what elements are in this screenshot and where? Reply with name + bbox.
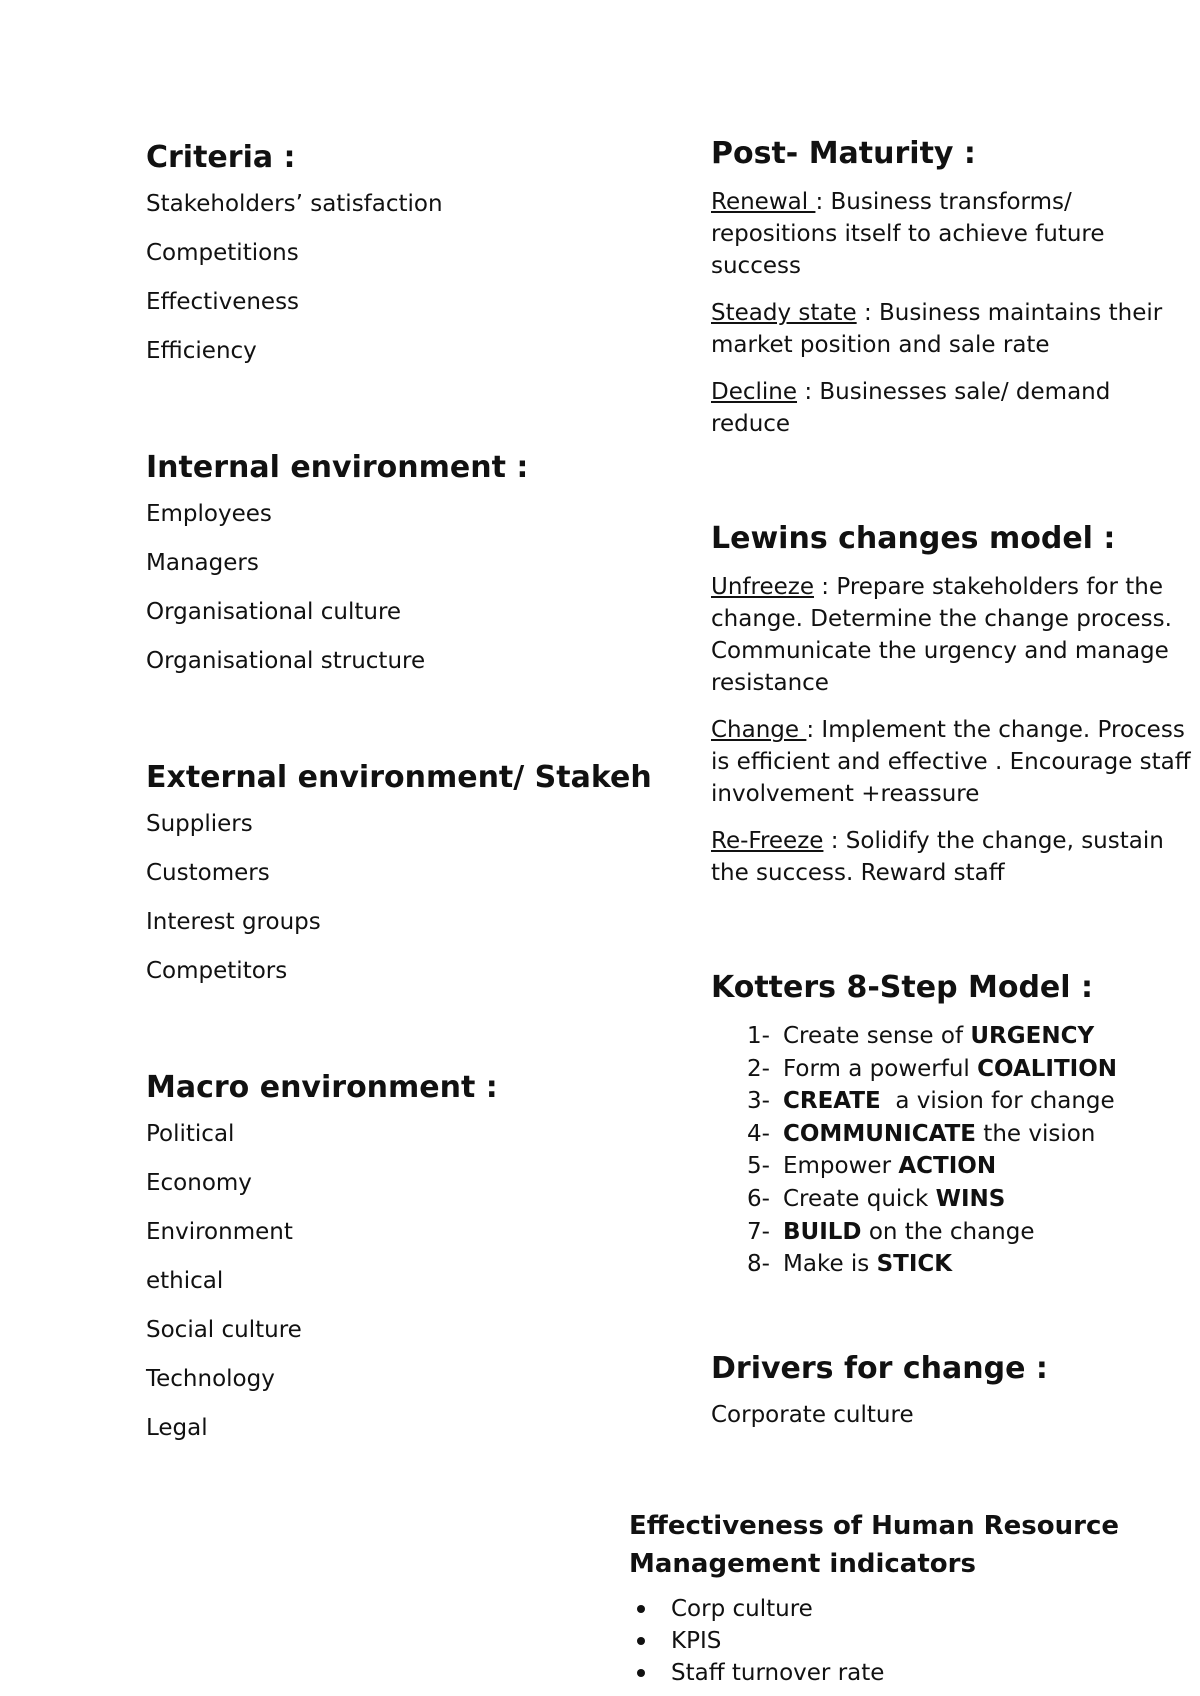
hrm-bullet-list <box>629 1593 1189 1689</box>
hrm-heading-line: Effectiveness of Human Resource <box>629 1511 1120 1541</box>
hrm-bullet-item <box>671 1593 1189 1625</box>
step-keyword: ACTION <box>898 1153 997 1180</box>
step-text: a vision for change <box>880 1088 1115 1115</box>
step-text: Empower <box>783 1153 899 1180</box>
kotters-section <box>711 970 1191 1281</box>
drivers-heading: Drivers for change : <box>711 1350 1048 1386</box>
change-text: : Implement the change. Process is efficient and effective . Encourage staff involvement +reassure <box>711 717 1191 807</box>
refreeze-paragraph <box>711 825 1191 889</box>
bullet-text: Corp culture <box>671 1596 813 1622</box>
step-keyword: URGENCY <box>970 1023 1095 1049</box>
step-number: 6- <box>747 1185 770 1212</box>
kotters-step <box>747 1085 1191 1118</box>
step-text: on the change <box>861 1218 1035 1245</box>
macro-environment-heading: Macro environment : <box>146 1070 498 1105</box>
step-keyword: BUILD <box>783 1218 862 1245</box>
internal-item: Managers <box>146 550 259 576</box>
external-environment-section <box>146 760 686 985</box>
renewal-term: Renewal <box>711 189 816 215</box>
macro-item: Environment <box>146 1219 293 1245</box>
unfreeze-paragraph <box>711 571 1191 699</box>
lewins-section <box>711 521 1191 889</box>
macro-item: Technology <box>146 1366 275 1392</box>
right-column <box>711 136 1191 1450</box>
kotters-step <box>747 1118 1191 1151</box>
renewal-text: : Business transforms/ repositions itself to achieve future success <box>711 189 1105 279</box>
post-maturity-section <box>711 136 1191 440</box>
step-number: 8- <box>747 1251 770 1278</box>
step-keyword: STICK <box>876 1251 953 1278</box>
criteria-item: Stakeholders’ satisfaction <box>146 191 443 217</box>
criteria-item: Competitions <box>146 240 299 266</box>
hrm-heading <box>629 1507 1189 1583</box>
step-number: 2- <box>747 1055 770 1082</box>
decline-text: : Businesses sale/ demand reduce <box>711 379 1111 437</box>
post-maturity-heading: Post- Maturity : <box>711 136 976 171</box>
criteria-item: Efficiency <box>146 338 257 364</box>
internal-environment-heading: Internal environment : <box>146 450 529 485</box>
kotters-heading: Kotters 8-Step Model : <box>711 970 1094 1005</box>
renewal-paragraph <box>711 186 1191 282</box>
kotters-step <box>747 1248 1191 1281</box>
criteria-section <box>146 140 686 365</box>
macro-item: Social culture <box>146 1317 302 1343</box>
macro-environment-section <box>146 1070 686 1442</box>
macro-item: Economy <box>146 1170 252 1196</box>
step-number: 7- <box>747 1218 770 1245</box>
external-item: Competitors <box>146 958 288 984</box>
external-environment-heading: External environment/ Stakeh <box>146 760 652 795</box>
refreeze-term: Re-Freeze <box>711 828 824 854</box>
step-text: Create quick <box>783 1185 936 1212</box>
kotters-step <box>747 1053 1191 1086</box>
decline-term: Decline <box>711 379 798 405</box>
kotters-step <box>747 1020 1191 1053</box>
steady-state-paragraph <box>711 297 1191 361</box>
macro-item: ethical <box>146 1268 224 1294</box>
hrm-indicators-section <box>629 1507 1189 1689</box>
external-item: Customers <box>146 860 270 886</box>
kotters-steps-list <box>711 1020 1191 1281</box>
unfreeze-term: Unfreeze <box>711 574 814 600</box>
internal-item: Organisational culture <box>146 599 402 625</box>
internal-item: Organisational structure <box>146 648 426 674</box>
bullet-icon <box>637 1637 645 1645</box>
step-text: the vision <box>975 1120 1096 1147</box>
macro-item: Legal <box>146 1415 208 1441</box>
step-number: 1- <box>747 1023 770 1049</box>
lewins-heading: Lewins changes model : <box>711 521 1116 556</box>
step-number: 4- <box>747 1120 770 1147</box>
hrm-heading-line: Management indicators <box>629 1549 976 1579</box>
macro-item: Political <box>146 1121 235 1147</box>
internal-environment-section <box>146 450 686 675</box>
step-keyword: CREATE <box>783 1088 881 1115</box>
step-keyword: COMMUNICATE <box>783 1120 976 1147</box>
change-term: Change <box>711 717 807 743</box>
decline-paragraph <box>711 376 1191 440</box>
step-number: 3- <box>747 1088 770 1115</box>
kotters-step <box>747 1150 1191 1183</box>
bullet-text: KPIS <box>671 1628 722 1654</box>
change-paragraph <box>711 714 1191 810</box>
step-keyword: COALITION <box>977 1055 1118 1082</box>
bullet-text: Staff turnover rate <box>671 1660 885 1686</box>
steady-state-term: Steady state <box>711 300 857 326</box>
drivers-item: Corporate culture <box>711 1401 914 1428</box>
step-number: 5- <box>747 1153 770 1180</box>
hrm-bullet-item <box>671 1657 1189 1689</box>
bullet-icon <box>637 1605 645 1613</box>
step-keyword: WINS <box>935 1185 1006 1212</box>
refreeze-text: : Solidify the change, sustain the success. Reward staff <box>711 828 1164 886</box>
external-item: Interest groups <box>146 909 321 935</box>
unfreeze-text: : Prepare stakeholders for the change. Determine the change process. Communicate the urgency and manage resistance <box>711 574 1172 696</box>
criteria-item: Effectiveness <box>146 289 300 315</box>
kotters-step <box>747 1216 1191 1249</box>
steady-state-text: : Business maintains their market position and sale rate <box>711 300 1163 358</box>
step-text: Form a powerful <box>783 1055 978 1082</box>
internal-item: Employees <box>146 501 272 527</box>
step-text: Create sense of <box>783 1023 971 1049</box>
left-column <box>146 140 686 1463</box>
kotters-step <box>747 1183 1191 1216</box>
drivers-section <box>711 1351 1191 1429</box>
bullet-icon <box>637 1669 645 1677</box>
external-item: Suppliers <box>146 811 253 837</box>
hrm-bullet-item <box>671 1625 1189 1657</box>
criteria-heading: Criteria : <box>146 140 296 175</box>
step-text: Make is <box>783 1251 877 1278</box>
